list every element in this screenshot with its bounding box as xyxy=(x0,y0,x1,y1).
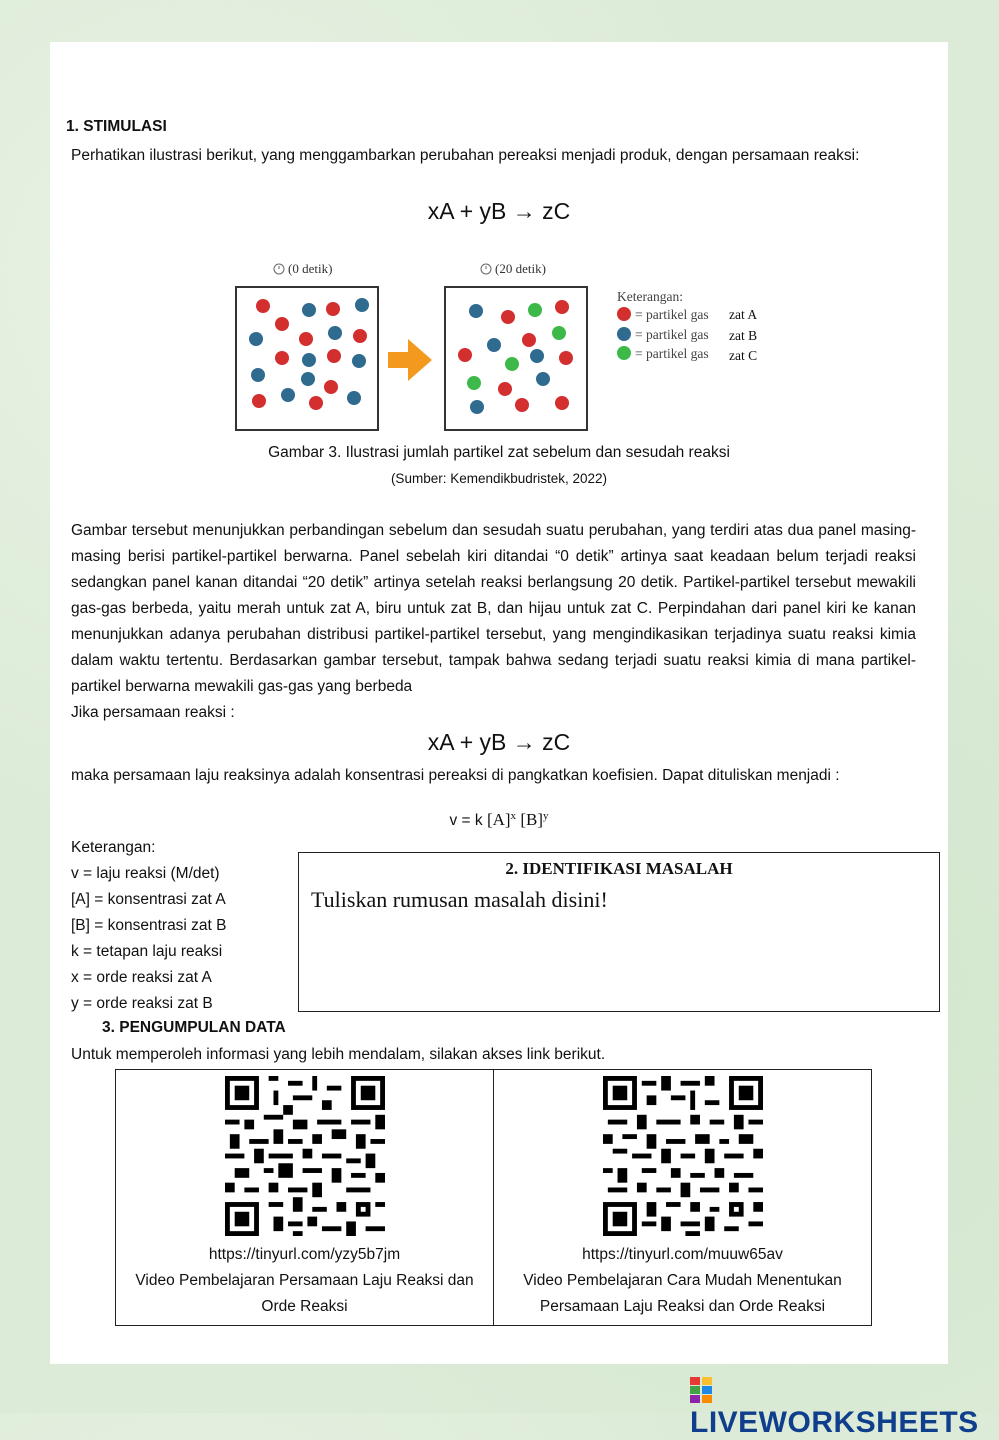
legend-dot-b xyxy=(617,327,631,341)
liveworksheets-logo-icon xyxy=(690,1377,712,1403)
legend xyxy=(617,289,757,363)
reaction-arrow xyxy=(388,339,432,381)
clock-icon-right xyxy=(481,264,491,274)
legend-dot-c xyxy=(617,346,631,360)
reaction-equation-2: xA + yB → zC xyxy=(427,729,571,755)
identifikasi-masalah-box[interactable] xyxy=(298,852,940,1012)
keterangan-list xyxy=(71,835,227,1017)
legend-title: Keterangan: xyxy=(617,289,683,304)
worksheet-page xyxy=(50,42,948,1364)
liveworksheets-logo[interactable] xyxy=(690,1372,999,1440)
section-3-heading: 3. PENGUMPULAN DATA xyxy=(102,1019,286,1036)
keterangan-item: [B] = konsentrasi zat B xyxy=(71,917,227,934)
rate-law xyxy=(50,810,948,830)
link-desc-1: Video Pembelajaran Persamaan Laju Reaksi dan Orde Reaksi xyxy=(135,1272,474,1315)
legend-zat-c: zat C xyxy=(729,348,758,363)
section-1-intro: Perhatikan ilustrasi berikut, yang menggambarkan perubahan pereaksi menjadi produk, dengan persamaan reaksi: xyxy=(71,147,860,164)
answer-prompt[interactable]: Tuliskan rumusan masalah disini! xyxy=(311,887,608,912)
legend-text-a: = partikel gas xyxy=(635,307,709,322)
section-2-title: 2. IDENTIFIKASI MASALAH xyxy=(505,859,733,878)
legend-dot-a xyxy=(617,307,631,321)
keterangan-item: y = orde reaksi zat B xyxy=(71,995,213,1012)
link-cell-2 xyxy=(494,1070,872,1326)
legend-zat-b: zat B xyxy=(729,328,758,343)
legend-zat-a: zat A xyxy=(729,307,758,322)
links-table xyxy=(115,1069,872,1326)
rate-y: y xyxy=(543,810,549,822)
figure-source: (Sumber: Kemendikbudristek, 2022) xyxy=(390,471,608,486)
figure-caption: Gambar 3. Ilustrasi jumlah partikel zat sebelum dan sesudah reaksi xyxy=(268,444,730,461)
link-url-1[interactable]: https://tinyurl.com/yzy5b7jm xyxy=(208,1246,401,1263)
keterangan-item: v = laju reaksi (M/det) xyxy=(71,865,220,882)
reaction-illustration xyxy=(230,255,790,435)
keterangan-item: x = orde reaksi zat A xyxy=(71,969,212,986)
rate-prefix: v = k xyxy=(449,812,487,830)
reaction-equation: xA + yB → zC xyxy=(427,198,571,224)
keterangan-item: k = tetapan laju reaksi xyxy=(71,943,223,960)
legend-text-c: = partikel gas xyxy=(635,346,709,361)
section-1-heading: 1. STIMULASI xyxy=(66,118,167,135)
rate-intro: maka persamaan laju reaksinya adalah konsentrasi pereaksi di pangkatkan koefisien. Dapat dituliskan menjadi : xyxy=(71,767,840,784)
link-url-2[interactable]: https://tinyurl.com/muuw65av xyxy=(582,1246,783,1263)
link-cell-1 xyxy=(116,1070,494,1326)
keterangan-title: Keterangan: xyxy=(71,839,156,856)
label-20-detik: (20 detik) xyxy=(495,261,546,276)
rate-a: [A] xyxy=(486,810,511,830)
description-paragraph: Gambar tersebut menunjukkan perbandingan sebelum dan sesudah suatu perubahan, yang terdiri atas dua panel masing-masing berisi partikel-partikel berwarna. Panel sebelah kiri ditandai “0 detik” artinya saat keadaan belum terjadi reaksi sedangkan panel kanan ditandai “20 detik” artinya setelah reaksi berlangsung 20 detik. Partikel-partikel tersebut mewakili gas-gas berbeda, yaitu merah untuk zat A, biru untuk zat B, dan hijau untuk zat C. Perpindahan dari panel kiri ke kanan menunjukkan adanya perubahan distribusi partikel-partikel tersebut, yang mengindikasikan terjadinya suatu reaksi kimia dalam waktu tertentu. Berdasarkan gambar tersebut, tampak bahwa sedang terjadi suatu reaksi kimia di mana partikel-partikel berwarna mewakili gas-gas yang berbeda xyxy=(71,522,916,695)
section-3-intro: Untuk memperoleh informasi yang lebih mendalam, silakan akses link berikut. xyxy=(71,1046,606,1063)
clock-icon-left xyxy=(274,264,284,274)
qr-code-icon-2[interactable] xyxy=(603,1076,763,1236)
qr-code-icon-1[interactable] xyxy=(225,1076,385,1236)
link-desc-2: Video Pembelajaran Cara Mudah Menentukan Persamaan Laju Reaksi dan Orde Reaksi xyxy=(523,1272,842,1315)
logo-text: LIVEWORKSHEETS xyxy=(690,1406,979,1439)
legend-text-b: = partikel gas xyxy=(635,327,709,342)
if-equation-line: Jika persamaan reaksi : xyxy=(71,704,235,721)
label-0-detik: (0 detik) xyxy=(288,261,333,276)
rate-b: [B] xyxy=(520,810,544,830)
keterangan-item: [A] = konsentrasi zat A xyxy=(71,891,226,908)
rate-x: x xyxy=(510,810,517,822)
